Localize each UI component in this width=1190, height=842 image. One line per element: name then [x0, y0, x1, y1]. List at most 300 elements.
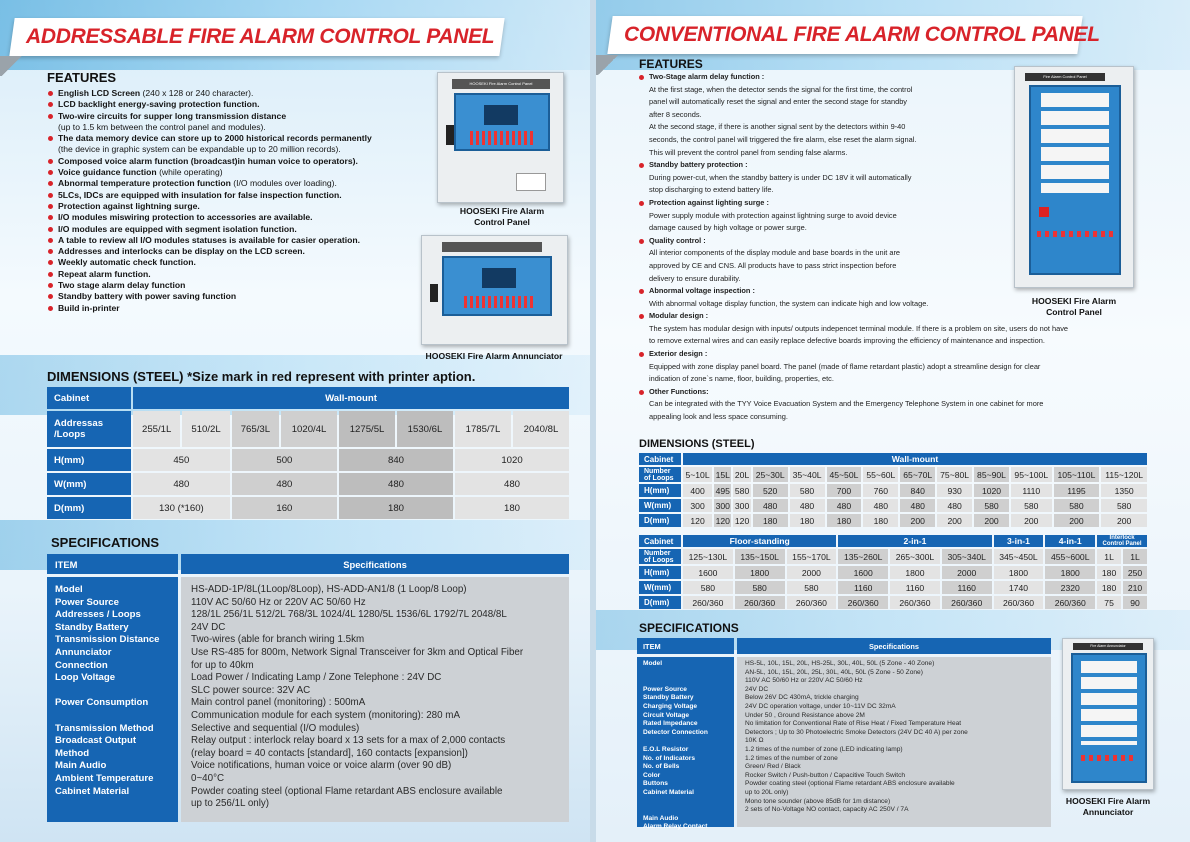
status-led [1039, 207, 1049, 217]
spec-value: Under 50 , Ground Resistance above 2M [745, 711, 865, 719]
table-cell: 25~30L [753, 467, 788, 482]
spec-key: Charging Voltage [643, 702, 698, 710]
spec-key: Transmission Method [55, 722, 154, 734]
caption-line: HOOSEKI Fire Alarm [1065, 796, 1151, 806]
panel-display [442, 256, 552, 316]
specifications-heading: SPECIFICATIONS [639, 621, 739, 635]
feature-description: panel will automatically reset the signal and enter the second stage for standby [649, 97, 908, 107]
spec-key [55, 798, 178, 811]
table-cell: 1020 [455, 449, 569, 471]
loops-header [639, 549, 681, 564]
feature-item [47, 235, 372, 246]
table-cell: 1740 [994, 581, 1044, 594]
table-cell: 510/2L [182, 411, 229, 447]
table-cell: 260/360 [787, 596, 837, 609]
table-cell: 520 [753, 484, 788, 497]
spec-value: HS-5L, 10L, 15L, 20L, HS-25L, 30L, 40L, 50L (5 Zone - 40 Zone) [745, 660, 935, 667]
table-cell: 200 [1011, 514, 1052, 527]
feature-item [47, 280, 372, 291]
feature-text: Repeat alarm function. [58, 268, 151, 279]
table-cell: 305~340L [942, 549, 992, 564]
feature-item [47, 111, 372, 122]
table-cell: 75 [1097, 596, 1121, 609]
table-cell: 1110 [1011, 484, 1052, 497]
spec-key: Cabinet Material [55, 785, 130, 797]
feature-description: Equipped with zone display panel board. The panel (made of flame retardant plastic) adopt a streamline design for clear [649, 361, 1041, 371]
header-line: Number [644, 549, 671, 557]
spec-col-header: Specifications [181, 554, 569, 574]
spec-value: Below 26V DC 430mA, trickle charging [745, 694, 859, 702]
cabinet-header: Cabinet [639, 453, 681, 465]
feature-item [47, 291, 372, 302]
feature-text: Protection against lightning surge. [58, 200, 200, 211]
control-panel-image [437, 72, 564, 203]
spec-key: Rated Impedance [643, 720, 698, 728]
header-line: Number [644, 467, 671, 475]
spec-key: Loop Voltage [55, 672, 116, 684]
spec-value: Powder coating steel (optional Flame retardant ABS enclosure available [191, 785, 503, 797]
table-cell: 480 [753, 499, 788, 512]
table-cell: 2040/8L [513, 411, 569, 447]
spec-values [181, 577, 569, 822]
cabinet-header: Cabinet [47, 387, 131, 409]
spec-value: 24V DC [191, 621, 226, 633]
table-cell: 930 [937, 484, 972, 497]
panel-display [1029, 85, 1121, 275]
spec-key: Model [643, 660, 663, 667]
spec-value: No limitation for Conventional Rate of Rise Heat / Fixed Temperature Heat [745, 720, 962, 728]
spec-key: Main Audio [55, 760, 107, 772]
table-cell: 180 [339, 497, 453, 519]
features-heading: FEATURES [639, 57, 703, 71]
feature-heading: Abnormal voltage inspection : [639, 285, 1068, 298]
table-cell: 200 [974, 514, 1009, 527]
table-cell: 495 [715, 485, 730, 496]
key-switch [446, 125, 454, 145]
table-cell: 95~100L [1011, 467, 1052, 482]
table-cell: 180 [753, 514, 788, 527]
table-cell: 260/360 [890, 596, 940, 609]
table-cell: 1275/5L [339, 411, 395, 447]
table-cell: 1L [1097, 549, 1121, 564]
feature-text: Standby battery with power saving function [58, 291, 237, 302]
spec-key: Power Source [55, 596, 119, 608]
feature-item [47, 201, 372, 212]
right-page [596, 0, 1190, 842]
feature-description: All interior components of the display module and base boards in the unit are [649, 248, 901, 258]
table-cell: 345~450L [994, 549, 1044, 564]
feature-item [47, 257, 372, 268]
annunciator-caption [1056, 796, 1160, 818]
table-cell: 20L [733, 467, 750, 482]
feature-item [47, 212, 372, 223]
spec-col-header: Specifications [737, 638, 1051, 654]
zone-label-board [1041, 93, 1109, 193]
header-line: of Loops [644, 556, 674, 564]
table-cell: 210 [1123, 581, 1147, 594]
table-cell: 580 [1054, 499, 1100, 512]
table-cell: 500 [232, 449, 337, 471]
feature-text: A table to review all I/O modules statuses is available for casier operation. [58, 234, 361, 245]
table-cell: 480 [827, 499, 862, 512]
table-cell: 700 [827, 484, 862, 497]
table-cell: 480 [937, 499, 972, 512]
panel-label-plate: Fire Alarm Control Panel [1025, 73, 1105, 81]
feature-description: delivery to ensure durability. [649, 273, 741, 283]
spec-key: Standby Battery [643, 694, 694, 702]
feature-description: With abnormal voltage display function, the system can indicate high and low voltage. [649, 298, 929, 308]
spec-values [737, 657, 1051, 827]
caption-line: Control Panel [1046, 307, 1102, 317]
table-cell: 120 [715, 515, 730, 526]
feature-description: Power supply module with protection against lightning surge to avoid device [649, 210, 897, 220]
caption-line: HOOSEKI Fire Alarm [459, 206, 545, 216]
spec-key: Alarm Relay Contact [643, 823, 708, 831]
loops-header [639, 467, 681, 482]
table-cell: 1020 [974, 484, 1009, 497]
row-header: H(mm) [47, 449, 131, 471]
spec-value: Main control panel (monitoring) : 500mA [191, 697, 366, 709]
feature-heading: Two-Stage alarm delay function : [639, 71, 1068, 84]
table-cell: 85~90L [974, 467, 1009, 482]
spec-key [55, 685, 178, 698]
table-cell: 260/360 [735, 596, 785, 609]
corner-fold [596, 55, 620, 75]
table-cell: 35~40L [790, 467, 825, 482]
table-cell: 260/360 [838, 596, 888, 609]
table-cell: 5~10L [683, 467, 712, 482]
spec-key: Detector Connection [643, 728, 708, 736]
spec-keys [47, 577, 178, 822]
table-cell: 455~600L [1045, 549, 1095, 564]
table-cell: 45~50L [827, 467, 862, 482]
spec-key: Broadcast Output [55, 735, 137, 747]
spec-item-header: ITEM [47, 554, 178, 574]
feature-description: The system has modular design with inputs/ outputs indepencet terminal module. If there is a problem on site, users do not have [649, 323, 1069, 333]
interlock-header [1097, 535, 1147, 547]
table-cell: 75~80L [937, 467, 972, 482]
feature-note: (I/O modules over loading). [230, 178, 337, 189]
wall-mount-header: Wall-mount [683, 453, 1147, 465]
table-cell: 580 [1011, 499, 1052, 512]
dimensions-table-floor [637, 533, 1149, 611]
table-cell: 1785/7L [455, 411, 511, 447]
feature-text: Voice guidance function [58, 167, 157, 178]
row-header: W(mm) [639, 581, 681, 594]
spec-key [643, 737, 734, 746]
table-cell: 200 [900, 514, 935, 527]
feature-heading: Exterior design : [639, 348, 1068, 361]
table-cell: 1800 [890, 566, 940, 579]
feature-item [47, 190, 372, 201]
table-cell: 180 [1097, 566, 1121, 579]
group-header: Floor-standing [683, 535, 836, 547]
feature-item [47, 269, 372, 280]
feature-description: appealing look and less space consuming. [649, 412, 788, 422]
spec-key: Model [55, 584, 83, 595]
spec-value: 24V DC [745, 685, 769, 693]
table-cell: 1020/4L [281, 411, 337, 447]
feature-heading: Standby battery protection : [639, 159, 1068, 172]
header-line: /Loops [54, 429, 86, 440]
feature-description: At the first stage, when the detector sends the signal for the first time, the control [649, 84, 913, 94]
spec-key: Circuit Voltage [643, 711, 690, 719]
table-cell: 1160 [838, 581, 888, 594]
spec-key: No. of Indicators [643, 754, 696, 762]
table-cell: 580 [790, 484, 825, 497]
feature-text: Composed voice alarm function (broadcast)in human voice to operators). [58, 155, 358, 166]
panel-display [1071, 653, 1147, 783]
dimensions-heading: DIMENSIONS (STEEL) *Size mark in red represent with printer aption. [47, 369, 476, 384]
printer-slot [516, 173, 546, 191]
row-header: W(mm) [47, 473, 131, 495]
table-cell: 450 [133, 449, 230, 471]
row-header: D(mm) [47, 497, 131, 519]
left-page [0, 0, 590, 842]
spec-value: Voice notifications, human voice or voice alarm (over 90 dB) [191, 760, 452, 772]
table-cell: 180 [790, 514, 825, 527]
table-cell: 580 [683, 581, 733, 594]
feature-item [47, 246, 372, 257]
feature-text: I/O modules are equipped with segment isolation function. [58, 223, 297, 234]
feature-item [47, 224, 372, 235]
header-line: Control Panel [1102, 541, 1142, 547]
table-cell: 480 [863, 499, 898, 512]
table-cell: 200 [1054, 514, 1100, 527]
zone-label-board [1081, 661, 1137, 745]
header-line: Addressas [54, 418, 104, 429]
panel-label-plate: Fire Alarm Annunciator [1073, 643, 1143, 650]
row-header: W(mm) [639, 499, 681, 512]
cabinet-header: Cabinet [639, 535, 681, 547]
table-cell: 1L [1123, 549, 1147, 564]
feature-text: Abnormal temperature protection function [58, 178, 231, 189]
header-line: of Loops [644, 474, 674, 482]
table-cell: 2000 [787, 566, 837, 579]
table-cell: 1160 [942, 581, 992, 594]
spec-value: 110V AC 50/60 Hz or 220V AC 50/60 Hz [745, 677, 863, 685]
table-cell: 580 [787, 581, 837, 594]
page-title: CONVENTIONAL FIRE ALARM CONTROL PANEL [624, 23, 1100, 46]
feature-description: damage caused by high voltage or power surge. [649, 223, 807, 233]
table-cell: 300 [683, 499, 712, 512]
table-cell: 120 [734, 515, 750, 526]
table-cell: 1600 [683, 566, 733, 579]
spec-value: Selective and sequential (I/O modules) [191, 722, 360, 734]
spec-key: Method [55, 747, 90, 759]
spec-value: for up to 40km [191, 659, 254, 671]
spec-value: Rocker Switch / Push-button / Capacitive Touch Switch [745, 771, 906, 779]
spec-item-header: ITEM [637, 638, 734, 654]
table-cell: 250 [1123, 566, 1147, 579]
spec-key [643, 677, 734, 686]
table-cell: 180 [863, 514, 898, 527]
spec-value: Use RS-485 for 800m, Network Signal Transceiver for 3km and Optical Fiber [191, 646, 524, 658]
spec-value: Two-wires (able for branch wiring 1.5km [191, 634, 365, 646]
feature-text: Build in-printer [58, 302, 120, 313]
caption-line: Annunciator [1082, 807, 1134, 817]
feature-description: indication of zone`s name, floor, building, properties, etc. [649, 374, 834, 384]
page-title-banner [9, 18, 504, 56]
table-cell: 260/360 [1045, 596, 1095, 609]
spec-key [55, 710, 178, 723]
table-cell: 300 [734, 500, 750, 511]
table-cell: 200 [937, 514, 972, 527]
table-cell: 200 [1101, 514, 1147, 527]
table-cell: 160 [232, 497, 337, 519]
table-cell: 1600 [838, 566, 888, 579]
feature-item [47, 122, 372, 133]
caption-line: Control Panel [474, 217, 530, 227]
spec-value: Detectors ; Up to 30 Photoelectric Smoke Detectors (24V DC 40 A) per zone [745, 728, 968, 736]
table-cell: 260/360 [942, 596, 992, 609]
table-cell: 400 [683, 484, 712, 497]
spec-value: 1.2 times of the number of zone (LED indicating lamp) [745, 745, 903, 753]
feature-heading: Protection against lighting surge : [639, 197, 1068, 210]
table-cell: 2320 [1045, 581, 1095, 594]
page-title-banner [607, 16, 1100, 54]
table-cell: 1195 [1054, 484, 1100, 497]
table-cell: 580 [974, 499, 1009, 512]
header-line: Interlock [1109, 535, 1135, 541]
spec-key: Power Source [643, 685, 687, 693]
table-cell: 580 [1101, 499, 1147, 512]
corner-fold [0, 56, 24, 76]
feature-item [47, 133, 372, 144]
spec-value: Green/ Red / Black [745, 763, 801, 771]
feature-heading: Quality control : [639, 235, 1068, 248]
spec-value: Mono tone sounder (above 85dB for 1m distance) [745, 797, 891, 805]
spec-value: up to 256/1L only) [191, 798, 270, 810]
table-cell: 180 [1097, 581, 1121, 594]
table-cell: 180 [827, 514, 862, 527]
feature-description: seconds, the control panel will triggered the fire alarm, else reset the alarm signal. [649, 134, 917, 144]
feature-description: to remove external wires and can easily replace defective boards improving the efficiency of maintenance and inspection. [649, 336, 1045, 346]
panel-label-plate: HOOSEKI Fire Alarm Control Panel [452, 79, 550, 89]
dimensions-heading: DIMENSIONS (STEEL) [639, 438, 755, 450]
feature-description: At the second stage, if there is another signal sent by the detectors within 9-40 [649, 122, 906, 132]
annunciator-caption: HOOSEKI Fire Alarm Annunciator [425, 351, 563, 361]
feature-text: English LCD Screen [58, 88, 141, 98]
indicator-leds [464, 296, 534, 308]
spec-value: Relay output : interlock relay board x 13 sets for a max of 2,000 contacts [191, 735, 506, 747]
feature-description: Can be integrated with the TYY Voice Evacuation System and the Emergency Telephone System in one cabinet for more [649, 399, 1044, 409]
table-cell: 1800 [1045, 566, 1095, 579]
table-cell: 1800 [735, 566, 785, 579]
panel-display [454, 93, 550, 151]
table-cell: 580 [735, 581, 785, 594]
table-cell: 2000 [942, 566, 992, 579]
table-cell: 480 [455, 473, 569, 495]
spec-value: HS-ADD-1P/8L(1Loop/8Loop), HS-ADD-AN1/8 (1 Loop/8 Loop) [191, 584, 467, 595]
feature-item [47, 303, 372, 314]
dimensions-table [45, 385, 571, 521]
table-cell: 765/3L [232, 411, 279, 447]
spec-key: Transmission Distance [55, 634, 160, 646]
table-cell: 135~260L [838, 549, 888, 564]
spec-key: Standby Battery [55, 621, 129, 633]
table-cell: 265~300L [890, 549, 940, 564]
spec-value: 1.2 times of the number of zone [745, 754, 838, 762]
table-cell: 65~70L [900, 467, 935, 482]
table-cell: 125~130L [683, 549, 733, 564]
feature-note: (the device in graphic system can be expandable up to 20 million records). [58, 144, 341, 155]
table-cell: 580 [734, 485, 750, 496]
table-cell: 480 [232, 473, 337, 495]
spec-key: Power Consumption [55, 697, 149, 709]
row-header: H(mm) [639, 566, 681, 579]
feature-text: Addresses and interlocks can be display on the LCD screen. [58, 246, 305, 257]
feature-description: stop discharging to extend battery life. [649, 185, 774, 195]
table-cell: 1160 [890, 581, 940, 594]
key-switch [430, 284, 438, 302]
spec-key: Color [643, 771, 661, 779]
features-list [639, 71, 1068, 424]
feature-note: (240 x 128 or 240 character). [140, 88, 254, 98]
feature-item [47, 99, 372, 110]
indicator-leds [470, 131, 534, 145]
feature-text: Weekly automatic check function. [58, 257, 196, 268]
page-title: ADDRESSABLE FIRE ALARM CONTROL PANEL [26, 25, 495, 48]
table-cell: 55~60L [863, 467, 898, 482]
feature-note: (up to 1.5 km between the control panel and modules). [58, 121, 266, 132]
table-cell: 1800 [994, 566, 1044, 579]
spec-key: Cabinet Material [643, 788, 694, 796]
feature-description: approved by CE and CNS. All products have to pass strict inspection before [649, 260, 897, 270]
row-header: D(mm) [639, 514, 681, 527]
wall-mount-header: Wall-mount [133, 387, 569, 409]
spec-value: Communication module for each system (monitoring): 280 mA [191, 709, 460, 721]
feature-item [47, 167, 372, 178]
spec-value: Powder coating steel (optional Flame retardant ABS enclosure available [745, 780, 955, 788]
table-cell: 480 [133, 473, 230, 495]
table-cell: 260/360 [683, 596, 733, 609]
spec-key: Annunciator [55, 646, 112, 658]
spec-key: Connection [55, 659, 108, 671]
feature-text: Two-wire circuits for supper long transmission distance [58, 110, 287, 121]
table-cell: 840 [900, 484, 935, 497]
annunciator-image [1062, 638, 1154, 790]
spec-key: Main Audio [643, 814, 679, 822]
feature-heading: Modular design : [639, 310, 1068, 323]
feature-text: 5LCs, IDCs are equipped with insulation for false inspection function. [58, 189, 342, 200]
table-cell: 840 [339, 449, 453, 471]
table-cell: 480 [900, 499, 935, 512]
spec-key: No. of Bells [643, 763, 680, 771]
table-cell: 105~110L [1054, 467, 1100, 482]
indicator-leds [1081, 755, 1137, 761]
indicator-leds [1037, 231, 1117, 237]
spec-value: (relay board = 40 contacts [standard], 160 contacts [expansion]) [191, 747, 468, 759]
lcd-screen [482, 268, 516, 288]
feature-heading: Other Functions: [639, 386, 1068, 399]
table-cell: 300 [715, 500, 730, 511]
control-panel-caption [1011, 296, 1137, 318]
table-cell: 120 [683, 514, 712, 527]
table-cell: 130 (*160) [133, 497, 230, 519]
specifications-heading: SPECIFICATIONS [51, 535, 160, 550]
addresses-header [47, 411, 131, 447]
table-cell: 1350 [1101, 484, 1147, 497]
spec-value: Load Power / Indicating Lamp / Zone Telephone : 24V DC [191, 672, 442, 684]
features-heading: FEATURES [47, 70, 117, 85]
table-cell: 480 [339, 473, 453, 495]
caption-line: HOOSEKI Fire Alarm [1031, 296, 1117, 306]
control-panel-image [1014, 66, 1134, 288]
feature-text: The data memory device can store up to 2000 historical records permanently [58, 133, 372, 144]
group-header: 3-in-1 [994, 535, 1044, 547]
row-header: D(mm) [639, 596, 681, 609]
